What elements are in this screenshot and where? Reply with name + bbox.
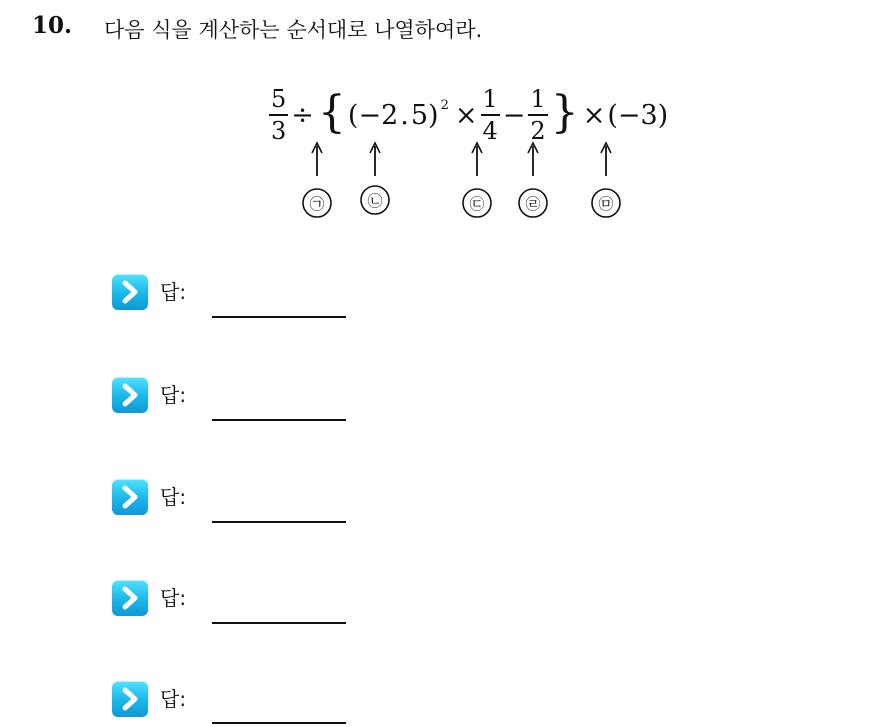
answer-label: 답:	[160, 383, 187, 407]
fraction-denominator: 3	[271, 116, 287, 145]
marker-label-5: ㉤	[598, 194, 614, 213]
right-brace: }	[550, 87, 579, 138]
math-expression	[268, 76, 668, 154]
fraction-1-2	[528, 87, 547, 143]
fraction-denominator: 4	[482, 116, 498, 145]
question-number: 10.	[32, 12, 73, 39]
minus-sign: −	[358, 99, 382, 131]
fraction-1-4	[481, 87, 500, 143]
answer-blank[interactable]	[212, 419, 346, 421]
left-brace: {	[317, 87, 346, 138]
chevron-right-icon	[112, 479, 148, 515]
answer-blank[interactable]	[212, 622, 346, 624]
paren-close: )	[428, 99, 439, 131]
fraction-numerator: 1	[530, 85, 546, 114]
chevron-right-icon	[112, 580, 148, 616]
fraction-numerator: 5	[271, 85, 287, 114]
answer-row-2	[112, 377, 352, 423]
chevron-right-icon	[112, 274, 148, 310]
exponent: 2	[440, 97, 449, 113]
times-operator: ×	[454, 99, 478, 131]
fraction-5-3	[269, 87, 288, 143]
decimal-point: .	[400, 99, 409, 131]
expression-tail: (−3)	[607, 99, 669, 131]
answer-row-1	[112, 274, 352, 320]
marker-label-2: ㉡	[367, 191, 383, 210]
answer-row-4	[112, 580, 352, 626]
answer-label: 답:	[160, 687, 187, 711]
answer-blank[interactable]	[212, 316, 346, 318]
marker-label-4: ㉣	[525, 194, 541, 213]
times-operator-2: ×	[582, 99, 606, 131]
base-integer: 2	[381, 99, 399, 131]
fraction-numerator: 1	[482, 85, 498, 114]
marker-label-3: ㉢	[469, 194, 485, 213]
answer-label: 답:	[160, 280, 187, 304]
answer-blank[interactable]	[212, 521, 346, 523]
fraction-denominator: 2	[530, 116, 546, 145]
answer-label: 답:	[160, 586, 187, 610]
minus-operator: −	[502, 99, 526, 131]
chevron-right-icon	[112, 681, 148, 717]
chevron-right-icon	[112, 377, 148, 413]
answer-blank[interactable]	[212, 722, 346, 724]
question-text: 다음 식을 계산하는 순서대로 나열하여라.	[104, 18, 483, 42]
answer-row-3	[112, 479, 352, 525]
paren-open: (	[347, 99, 359, 131]
marker-label-1: ㉠	[309, 194, 325, 213]
base-fraction-digit: 5	[410, 99, 429, 131]
answer-label: 답:	[160, 485, 187, 509]
division-operator: ÷	[291, 99, 314, 131]
answer-row-5	[112, 681, 352, 727]
